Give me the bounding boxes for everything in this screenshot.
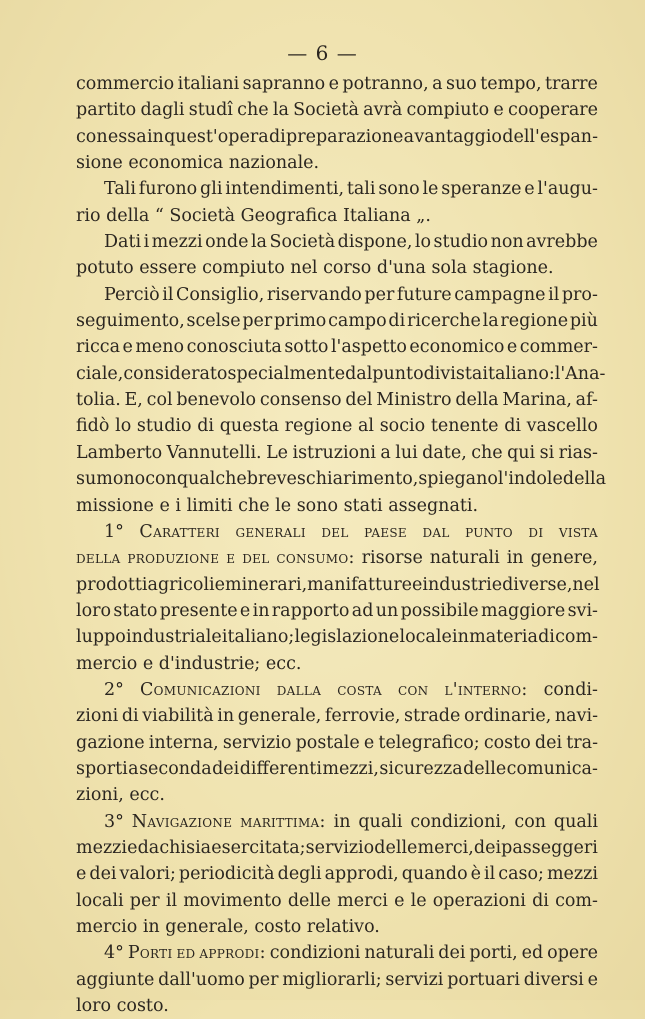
text-line: loro costo. [76,996,169,1017]
text-line: sione economica nazionale. [76,153,320,174]
text-line: ricca e meno conosciuta sotto l'aspetto economico e commer- [76,337,598,358]
text-line: seguimento, scelse per primo campo di ricerche la regione più [76,311,598,332]
page-number: — 6 — [287,41,358,65]
text-line: fidò lo studio di questa regione al socio tenente di vascello [76,416,598,437]
text-line: tolia. E, col benevolo consenso del Ministro della Marina, af- [76,390,598,411]
text-line: sporti a seconda dei differenti mezzi, sicurezza delle comunica- [76,758,598,779]
text-line: 1° Caratteri generali del paese dal punto di vista [104,521,598,542]
text-line: Lamberto Vannutelli. Le istruzioni a lui date, che qui si rias- [76,442,598,463]
text-line: partito dagli studî che la Società avrà compiuto e cooperare [76,100,598,121]
text-line: Perciò il Consiglio, riservando per future campagne il pro- [104,284,598,305]
text-line: rio della “ Società Geografica Italiana „. [76,205,431,226]
text-line: mercio e d'industrie; ecc. [76,653,302,674]
text-line: mezzi e da chi sia esercitata; servizio delle merci, dei passeggeri [76,837,598,858]
text-line: 4° Porti ed approdi: condizioni naturali dei porti, ed opere [104,943,598,964]
text-line: locali per il movimento delle merci e le operazioni di com- [76,890,598,911]
text-line: Tali furono gli intendimenti, tali sono le speranze e l'augu- [104,179,598,200]
text-line: zioni, ecc. [76,785,165,806]
text-line: zioni di viabilità in generale, ferrovie, strade ordinarie, navi- [76,706,598,727]
body-text [76,71,607,1019]
text-line: missione e i limiti che le sono stati assegnati. [76,495,479,516]
text-line: della produzione e del consumo: risorse naturali in genere, [76,548,598,569]
text-line: ciale, considerato specialmente dal punto di vista italiano: l'Ana- [76,363,606,384]
text-line: luppo industriale italiano; legislazione locale in materia di com- [76,627,598,648]
text-line: sumono con qualche breve schiarimento, spiegano l'indole della [76,469,607,490]
text-line: 2° Comunicazioni dalla costa con l'interno: condi- [104,679,598,700]
text-line: loro stato presente e in rapporto ad un possibile maggiore svi- [76,600,598,621]
text-line: Dati i mezzi onde la Società dispone, lo studio non avrebbe [104,232,598,253]
text-line: prodotti agricoli e minerari, manifatture e industrie diverse, nel [76,574,600,595]
text-line: aggiunte dall'uomo per migliorarli; servizi portuari diversi e [76,969,598,990]
text-line: 3° Navigazione marittima: in quali condizioni, con quali [104,811,598,832]
text-line: gazione interna, servizio postale e telegrafico; costo dei tra- [76,732,598,753]
text-line: e dei valori; periodicità degli approdi, quando è il caso; mezzi [76,864,598,885]
text-line: mercio in generale, costo relativo. [76,917,380,937]
text-line: con essa in quest'opera di preparazione a vantaggio dell'espan- [76,126,598,147]
text-line: potuto essere compiuto nel corso d'una sola stagione. [76,258,554,279]
text-line: commercio italiani sapranno e potranno, a suo tempo, trarre [76,74,598,94]
